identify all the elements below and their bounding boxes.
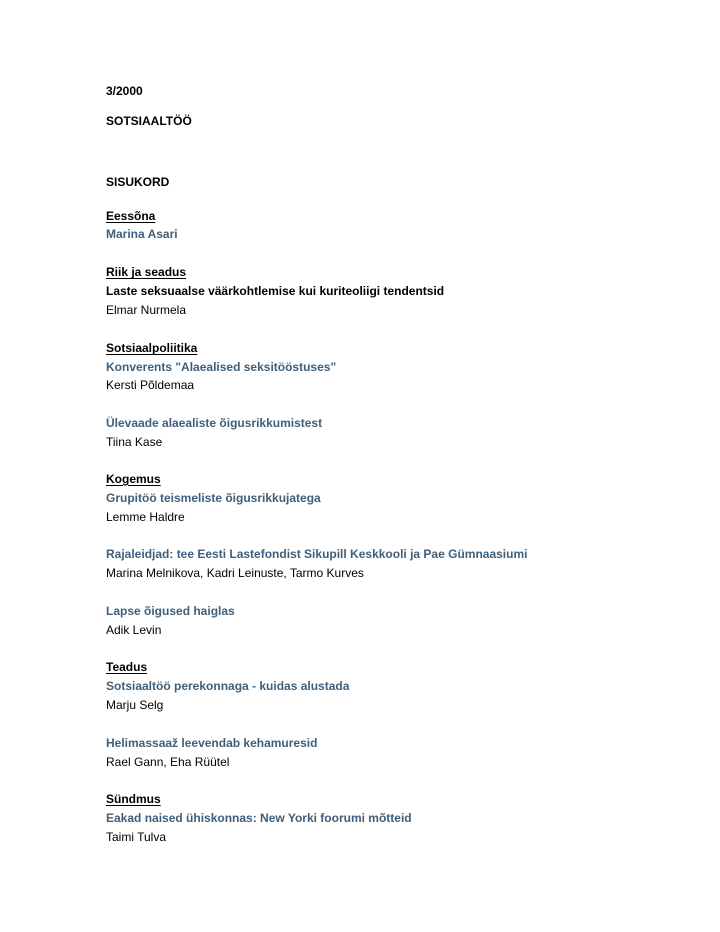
section-heading-sotsiaalpoliitika: Sotsiaalpoliitika bbox=[106, 341, 198, 355]
journal-title: SOTSIAALTÖÖ bbox=[106, 114, 192, 128]
section-heading-syndmus: Sündmus bbox=[106, 792, 161, 806]
article-link[interactable]: Grupitöö teismeliste õigusrikkujatega bbox=[106, 491, 321, 505]
article-author: Taimi Tulva bbox=[106, 830, 167, 844]
article-link[interactable]: Ülevaade alaealiste õigusrikkumistest bbox=[106, 416, 323, 430]
section-heading-kogemus: Kogemus bbox=[106, 472, 161, 486]
article-link[interactable]: Helimassaaž leevendab kehamuresid bbox=[106, 736, 318, 750]
article-title: Laste seksuaalse väärkohtlemise kui kuriteoliigi tendentsid bbox=[106, 284, 445, 298]
article-author: Tiina Kase bbox=[106, 435, 163, 449]
article-author: Marina Melnikova, Kadri Leinuste, Tarmo Kurves bbox=[106, 566, 364, 580]
toc-heading: SISUKORD bbox=[106, 175, 170, 189]
article-author: Lemme Haldre bbox=[106, 510, 185, 524]
article-link[interactable]: Konverents "Alaealised seksitööstuses" bbox=[106, 360, 337, 374]
article-author: Kersti Põldemaa bbox=[106, 378, 195, 392]
author-link-marina-asari[interactable]: Marina Asari bbox=[106, 227, 178, 241]
article-author: Marju Selg bbox=[106, 698, 164, 712]
section-heading-riik: Riik ja seadus bbox=[106, 265, 187, 279]
article-author: Rael Gann, Eha Rüütel bbox=[106, 755, 230, 769]
article-link[interactable]: Sotsiaaltöö perekonnaga - kuidas alustada bbox=[106, 679, 350, 693]
article-link[interactable]: Lapse õigused haiglas bbox=[106, 604, 235, 618]
section-heading-eessona: Eessõna bbox=[106, 209, 156, 223]
article-link[interactable]: Eakad naised ühiskonnas: New Yorki foorumi mõtteid bbox=[106, 811, 412, 825]
article-link[interactable]: Rajaleidjad: tee Eesti Lastefondist Sikupill Keskkooli ja Pae Gümnaasiumi bbox=[106, 547, 528, 561]
article-author: Elmar Nurmela bbox=[106, 303, 187, 317]
section-heading-teadus: Teadus bbox=[106, 660, 148, 674]
issue-number: 3/2000 bbox=[106, 84, 143, 98]
article-author: Adik Levin bbox=[106, 623, 162, 637]
